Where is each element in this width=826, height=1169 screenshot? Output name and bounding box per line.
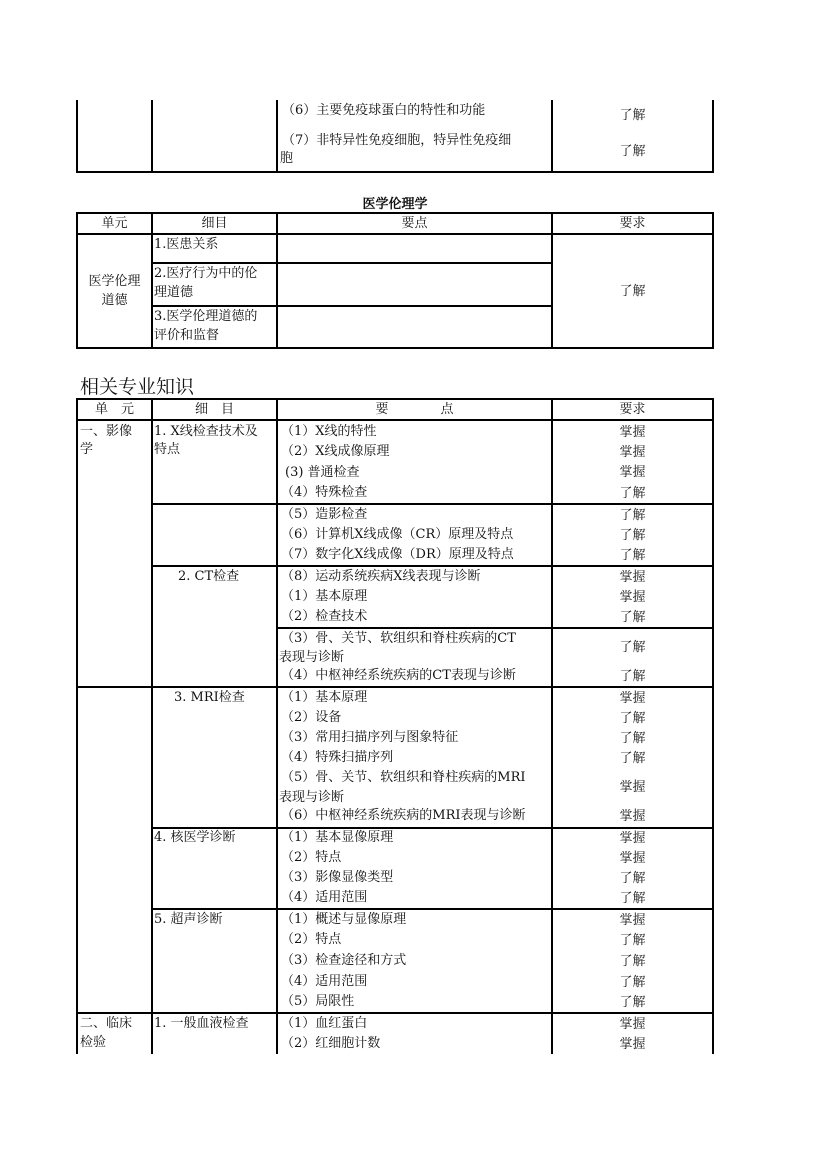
requirement-text: 了解 (619, 731, 646, 746)
requirement-text: 了解 (619, 528, 646, 543)
point-text: （3）影像显像类型 (281, 870, 394, 885)
point-text: （4）特殊检查 (281, 485, 368, 500)
point-text: （1）X线的特性 (281, 424, 377, 439)
header-item: 细目 (201, 216, 228, 231)
requirement-text: 掌握 (619, 570, 646, 585)
point-text: （4）特殊扫描序列 (281, 750, 394, 765)
point-text: （2）检查技术 (281, 609, 368, 624)
unit-label: 道德 (101, 293, 128, 308)
requirement-text: 了解 (619, 669, 646, 684)
item-label: 2. CT检查 (178, 569, 240, 584)
item-label: 4. 核医学诊断 (154, 830, 236, 845)
requirement-text: 了解 (619, 508, 646, 523)
point-text: 表现与诊断 (279, 650, 345, 665)
requirement-text: 掌握 (619, 425, 646, 440)
point-text: （1）概述与显像原理 (281, 912, 407, 927)
requirement-text: 掌握 (619, 1037, 646, 1052)
header-point: 要点 (401, 216, 428, 231)
point-text: （2）设备 (281, 710, 342, 725)
requirement-text: 掌握 (619, 1017, 646, 1032)
point-text: （3）检查途径和方式 (281, 953, 407, 968)
point-text: （2）特点 (281, 932, 342, 947)
point-text: （1）基本原理 (281, 690, 368, 705)
requirement-text: 掌握 (619, 780, 646, 795)
point-text: （4）适用范围 (281, 974, 368, 989)
point-text: 表现与诊断 (279, 790, 345, 805)
requirement-text: 了解 (619, 548, 646, 563)
item-label: 理道德 (154, 285, 194, 300)
header-item: 细 目 (194, 402, 234, 417)
requirement-text: 了解 (619, 891, 646, 906)
related-title: 相关专业知识 (80, 376, 195, 398)
requirement-text: 掌握 (619, 809, 646, 824)
header-unit: 单 元 (94, 402, 134, 417)
item-label: 评价和监督 (154, 328, 220, 343)
point-text: （2）红细胞计数 (281, 1036, 381, 1051)
point-text: （2）特点 (281, 850, 342, 865)
item-label: 5. 超声诊断 (154, 912, 223, 927)
point-text: （6）主要免疫球蛋白的特性和功能 (282, 103, 486, 118)
requirement-text: 了解 (619, 640, 646, 655)
point-text: （6）中枢神经系统疾病的MRI表现与诊断 (281, 808, 526, 823)
item-label: 3. MRI检查 (174, 690, 245, 705)
requirement-text: 了解 (619, 284, 646, 299)
requirement-text: 了解 (619, 486, 646, 501)
requirement-text: 了解 (619, 144, 646, 159)
point-text: （7）非特异性免疫细胞，特异性免疫细 (282, 133, 512, 148)
point-text: 胞 (280, 151, 294, 166)
point-text: （2）X线成像原理 (281, 444, 390, 459)
requirement-text: 掌握 (619, 590, 646, 605)
point-text: （5）造影检查 (281, 507, 368, 522)
item-label: 特点 (154, 442, 181, 457)
item-label: 1. X线检查技术及 (154, 424, 258, 439)
point-text: （1）基本显像原理 (281, 830, 394, 845)
point-text: （3）骨、关节、软组织和脊柱疾病的CT (281, 631, 516, 646)
point-text: （3）常用扫描序列与图象特征 (281, 730, 459, 745)
point-text: （4）中枢神经系统疾病的CT表现与诊断 (281, 668, 516, 683)
point-text: （8）运动系统疾病X线表现与诊断 (281, 569, 481, 584)
requirement-text: 了解 (619, 954, 646, 969)
requirement-text: 了解 (619, 711, 646, 726)
requirement-text: 掌握 (619, 465, 646, 480)
header-point: 要 点 (375, 402, 454, 417)
item-label: 1.医患关系 (154, 237, 219, 252)
point-text: （1）血红蛋白 (281, 1016, 368, 1031)
requirement-text: 掌握 (619, 445, 646, 460)
unit-label: 学 (80, 442, 94, 457)
unit-label: 二、临床 (80, 1016, 133, 1031)
requirement-text: 掌握 (619, 913, 646, 928)
header-requirement: 要求 (619, 402, 646, 417)
point-text: （1）基本原理 (281, 589, 368, 604)
item-label: 2.医疗行为中的伦 (154, 266, 258, 281)
requirement-text: 了解 (619, 995, 646, 1010)
requirement-text: 掌握 (619, 851, 646, 866)
unit-label: 医学伦理 (88, 274, 141, 289)
requirement-text: 了解 (619, 871, 646, 886)
ethics-title: 医学伦理学 (362, 197, 428, 212)
header-unit: 单元 (101, 216, 128, 231)
item-label: 1. 一般血液检查 (154, 1016, 249, 1031)
item-label: 3.医学伦理道德的 (154, 309, 258, 324)
unit-label: 检验 (80, 1035, 107, 1050)
requirement-text: 掌握 (619, 691, 646, 706)
point-text: （5）骨、关节、软组织和脊柱疾病的MRI (281, 770, 526, 785)
point-text: （6）计算机X线成像（CR）原理及特点 (281, 527, 514, 542)
point-text: （5）局限性 (281, 994, 355, 1009)
requirement-text: 了解 (619, 610, 646, 625)
header-requirement: 要求 (619, 216, 646, 231)
unit-label: 一、影像 (80, 424, 133, 439)
point-text: (3) 普通检查 (285, 465, 360, 480)
point-text: （7）数字化X线成像（DR）原理及特点 (281, 547, 514, 562)
requirement-text: 了解 (619, 933, 646, 948)
requirement-text: 了解 (619, 751, 646, 766)
requirement-text: 了解 (619, 108, 646, 123)
requirement-text: 了解 (619, 975, 646, 990)
requirement-text: 掌握 (619, 831, 646, 846)
point-text: （4）适用范围 (281, 890, 368, 905)
